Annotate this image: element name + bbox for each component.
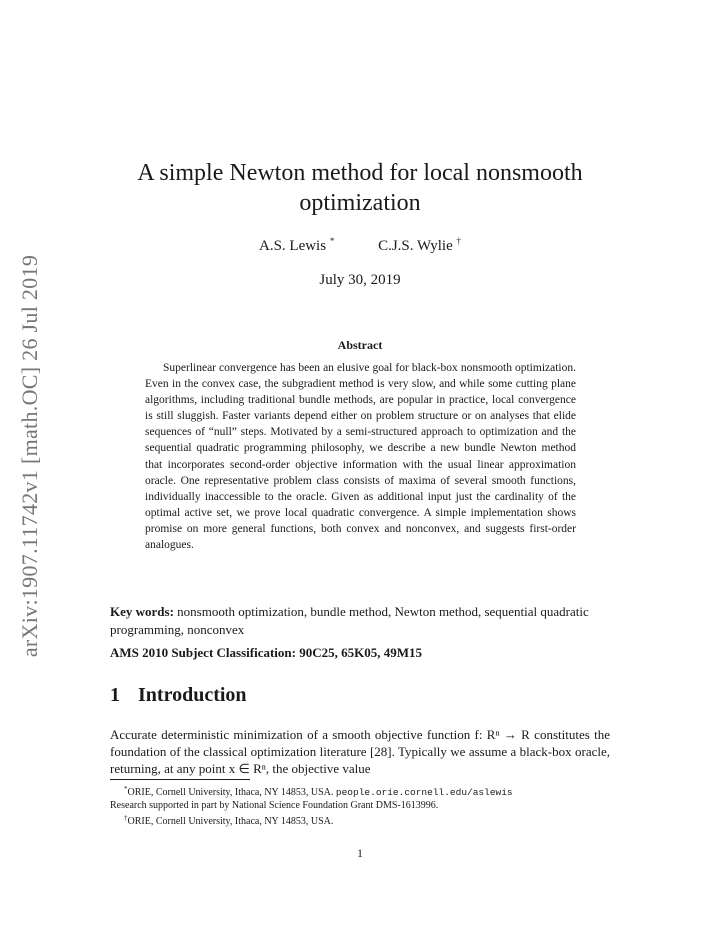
intro-paragraph: Accurate deterministic minimization of a smooth objective function f: Rⁿ → R constitutes the foundation of the classical optimization literature [28]. Typically we assume a black-box oracle, returning, at any point x ∈ Rⁿ, the objective value xyxy=(110,727,610,776)
section-heading xyxy=(110,684,247,707)
author-name: A.S. Lewis xyxy=(258,238,327,254)
author-1 xyxy=(259,236,334,255)
footnote-grant: Research supported in part by National Science Foundation Grant DMS-1613996. xyxy=(110,800,439,811)
paper-date: July 30, 2019 xyxy=(319,272,401,288)
footnote-url[interactable]: people.orie.cornell.edu/aslewis xyxy=(335,787,513,798)
footnote-text: ORIE, Cornell University, Ithaca, NY 14853, USA. xyxy=(127,787,334,798)
author-mark: † xyxy=(456,236,461,246)
footnote-2 xyxy=(110,812,610,828)
author-2 xyxy=(378,236,461,255)
arxiv-stamp: arXiv:1907.11742v1 [math.OC] 26 Jul 2019 xyxy=(17,254,42,658)
author-mark: * xyxy=(329,236,335,246)
section-title: Introduction xyxy=(138,684,247,706)
footnote-mark: * xyxy=(124,785,128,793)
paper-title: A simple Newton method for local nonsmooth optimization xyxy=(137,160,583,216)
abstract-body: Superlinear convergence has been an elusive goal for black-box nonsmooth optimization. Even in the convex case, the subgradient method is very slow, and while some cutting plane algorithms, including traditional bundle methods, are popular in practice, local convergence is still sluggish. Faster variants depend either on problem structure or on analyses that elide sequences of “null” steps. Motivated by a semi-structured approach to optimization and the sequential quadratic programming philosophy, we describe a new bundle Newton method that incorporates second-order objective information with the usual linear approximation oracle. One representative problem class consists of maxima of several smooth functions, individually inaccessible to the oracle. Given as additional input just the cardinality of the optimal active set, we prove local quadratic convergence. A simple implementation shows promise on more general functions, both convex and nonconvex, and suggests first-order analogues. xyxy=(145,362,576,552)
ams-classification: AMS 2010 Subject Classification: 90C25, 65K05, 49M15 xyxy=(110,645,422,660)
section-number: 1 xyxy=(110,684,120,706)
footnotes xyxy=(110,783,610,828)
arxiv-sidebar xyxy=(10,240,50,672)
keywords-label: Key words: xyxy=(110,604,174,619)
keywords-text: nonsmooth optimization, bundle method, Newton method, sequential quadratic programming, nonconvex xyxy=(110,604,589,637)
keywords xyxy=(110,603,610,639)
abstract-heading: Abstract xyxy=(337,338,383,352)
footnote-1 xyxy=(110,783,610,799)
author-name: C.J.S. Wylie xyxy=(378,238,453,254)
footnote-text: ORIE, Cornell University, Ithaca, NY 14853, USA. xyxy=(127,816,334,827)
footnote-mark: † xyxy=(124,814,128,822)
footnote-rule xyxy=(110,779,250,780)
author-list xyxy=(110,236,610,255)
page-number: 1 xyxy=(357,846,363,860)
